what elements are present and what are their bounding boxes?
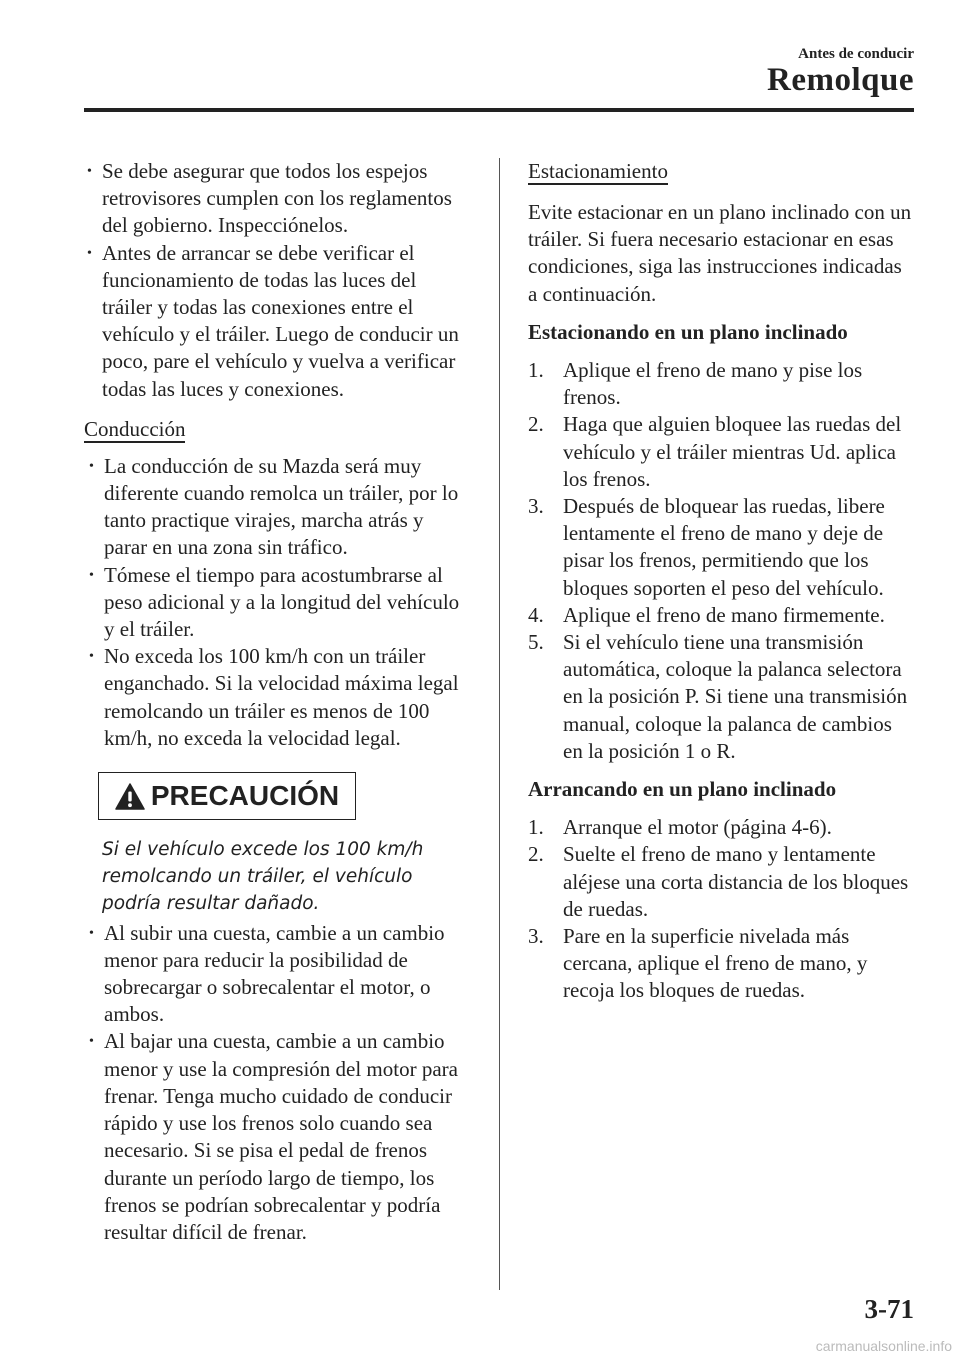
left-column — [84, 158, 470, 1246]
step-number: 5. — [528, 630, 544, 655]
step-number: 2. — [528, 842, 544, 867]
column-divider — [499, 158, 500, 1290]
watermark-text[interactable]: carmanualsonline.info — [815, 1338, 952, 1354]
section-label: Antes de conducir — [798, 46, 914, 62]
header-rule — [84, 108, 914, 112]
step-number: 3. — [528, 494, 544, 519]
page-title: Remolque — [767, 62, 914, 98]
list-item — [528, 841, 914, 923]
step-text: Suelte el freno de mano y lentamente aléjese una corta distancia de los bloques de ruedas. — [563, 842, 909, 921]
step-text: Pare en la superficie nivelada más cercana, aplique el freno de mano, y recoja los bloques de ruedas. — [563, 924, 868, 1003]
caution-label: PRECAUCIÓN — [150, 780, 340, 812]
list-item: • Al subir una cuesta, cambie a un cambio menor para reducir la posibilidad de sobrecargar o sobrecalentar el motor, o ambos. — [86, 920, 470, 1029]
step-number: 2. — [528, 412, 544, 437]
list-item — [528, 602, 914, 629]
list-item: • Se debe asegurar que todos los espejos retrovisores cumplen con los reglamentos del gobierno. Inspecciónelos. — [84, 158, 470, 240]
list-item — [528, 629, 914, 765]
list-item: • No exceda los 100 km/h con un tráiler enganchado. Si la velocidad máxima legal remolcando un tráiler es menos de 100 km/h, no exceda la velocidad legal. — [86, 643, 470, 752]
step-number: 4. — [528, 602, 544, 627]
parking-slope-heading: Estacionando en un plano inclinado — [528, 319, 848, 344]
step-text: Si el vehículo tiene una transmisión automática, coloque la palanca selectora en la posición P. Si tiene una transmisión manual, coloque la palanca de cambios en la posición 1 o R. — [563, 630, 908, 763]
caution-text: Si el vehículo excede los 100 km/h remolcando un tráiler, el vehículo podría resultar dañado. — [102, 839, 424, 915]
right-column — [528, 158, 914, 1016]
step-text: Aplique el freno de mano y pise los frenos. — [563, 358, 863, 410]
parking-heading: Estacionamiento — [528, 159, 668, 183]
step-text: Después de bloquear las ruedas, libere lentamente el freno de mano y deje de pisar los frenos, permitiendo que los bloques soporten el peso del vehículo. — [563, 494, 885, 600]
intro-bullet-list — [84, 158, 470, 403]
driving-heading: Conducción — [84, 416, 186, 441]
driving-bullet-list — [86, 453, 470, 752]
list-item — [528, 814, 914, 841]
step-text: Aplique el freno de mano firmemente. — [563, 602, 885, 627]
step-text: Arranque el motor (página 4-6). — [563, 815, 832, 840]
step-number: 1. — [528, 815, 544, 840]
parking-intro: Evite estacionar en un plano inclinado con un tráiler. Si fuera necesario estacionar en esas condiciones, siga las instrucciones indicadas a continuación. — [528, 200, 912, 306]
list-item — [528, 357, 914, 411]
list-item — [528, 411, 914, 493]
caution-box — [98, 772, 356, 820]
list-item — [528, 923, 914, 1005]
warning-triangle-icon — [115, 783, 145, 810]
step-number: 1. — [528, 358, 544, 383]
starting-steps-list — [528, 814, 914, 1004]
list-item: • Tómese el tiempo para acostumbrarse al peso adicional y a la longitud del vehículo y el tráiler. — [86, 562, 470, 644]
list-item: • Al bajar una cuesta, cambie a un cambio menor y use la compresión del motor para frenar. Tenga mucho cuidado de conducir rápido y use los frenos solo cuando sea necesario. Si se pisa el pedal de frenos durante un período largo de tiempo, los frenos se podrían sobrecalentar y podría resultar difícil de frenar. — [86, 1028, 470, 1246]
list-item: • Antes de arrancar se debe verificar el funcionamiento de todas las luces del tráiler y todas las conexiones entre el vehículo y el tráiler. Luego de conducir un poco, pare el vehículo y vuelva a verificar todas las luces y conexiones. — [84, 240, 470, 403]
list-item — [528, 493, 914, 602]
step-text: Haga que alguien bloquee las ruedas del vehículo y el tráiler mientras Ud. aplica los frenos. — [563, 412, 902, 491]
starting-heading: Arrancando en un plano inclinado — [528, 777, 837, 802]
parking-steps-list — [528, 357, 914, 765]
slope-bullet-list — [86, 920, 470, 1246]
step-number: 3. — [528, 924, 544, 949]
list-item: • La conducción de su Mazda será muy diferente cuando remolca un tráiler, por lo tanto practique virajes, marcha atrás y parar en una zona sin tráfico. — [86, 453, 470, 562]
page-number: 3-71 — [864, 1294, 914, 1324]
